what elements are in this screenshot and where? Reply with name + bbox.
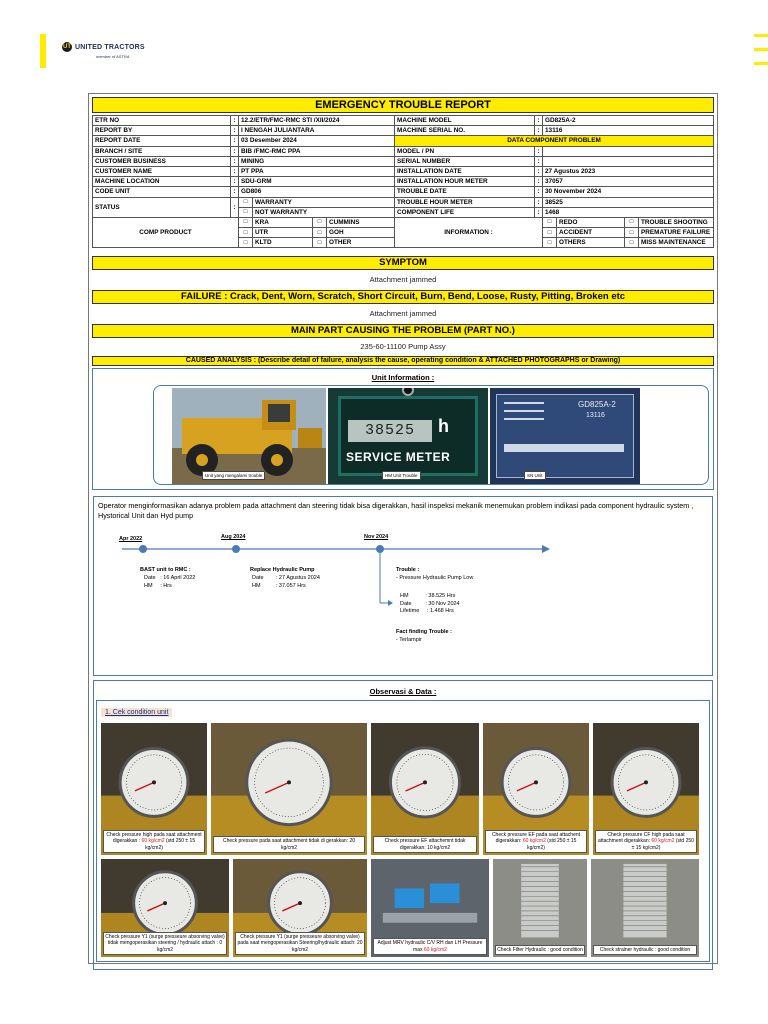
information-option: TROUBLE SHOOTING xyxy=(639,217,714,227)
info-label: CUSTOMER BUSINESS xyxy=(93,156,231,166)
checkbox-icon[interactable]: □ xyxy=(543,217,557,227)
timeline-event-details: HM : 38.525 Hrs Date : 30 Nov 2024 Lifetime : 1.468 Hrs xyxy=(400,593,460,615)
info-label: CODE UNIT xyxy=(93,187,231,197)
checkbox-icon[interactable]: □ xyxy=(313,228,327,238)
caption-text: Adjust MRV hydraulic C/V RH dan LH Pressure max xyxy=(377,940,483,953)
info-value: PT PPA xyxy=(239,166,395,176)
info-value xyxy=(543,156,714,166)
info-value: I NENGAH JULIANTARA xyxy=(239,126,395,136)
timeline-event-title: Trouble : xyxy=(396,567,420,574)
colon: : xyxy=(231,146,239,156)
observation-caption xyxy=(103,830,205,854)
colon: : xyxy=(231,177,239,187)
colon: : xyxy=(535,166,543,176)
info-value: 03 Desember 2024 xyxy=(239,136,395,146)
photo-caption: SN Unit xyxy=(524,471,546,480)
info-value: 38525 xyxy=(543,197,714,207)
info-label: MACHINE SERIAL NO. xyxy=(395,126,535,136)
comp-product-option: UTR xyxy=(253,228,313,238)
information-label: INFORMATION : xyxy=(395,217,543,248)
report-title: EMERGENCY TROUBLE REPORT xyxy=(92,97,714,113)
logo-text: UNITED TRACTORS xyxy=(75,43,145,51)
header-stripe xyxy=(754,34,768,37)
info-label: MODEL / PN xyxy=(395,146,535,156)
caused-analysis-title: CAUSED ANALYSIS : (Describe detail of failure, analysis the cause, operating condition & ATTACHED PHOTOGRAPHS or Drawing) xyxy=(92,356,714,366)
observation-photo xyxy=(593,723,699,855)
header-stripe xyxy=(754,62,768,65)
comp-product-label: COMP PRODUCT xyxy=(93,217,239,248)
observation-box xyxy=(93,680,713,970)
checkbox-icon[interactable]: □ xyxy=(625,228,639,238)
information-option: ACCIDENT xyxy=(557,228,625,238)
checkbox-icon[interactable]: □ xyxy=(239,217,253,227)
caption-highlight: 60 kg/cm2 xyxy=(651,838,675,845)
analysis-description-box xyxy=(93,496,713,676)
analysis-description: Operator menginformasikan adanya problem pada attachment dan steering tidak bisa digerakkan, hasil inspeksi mekanik menemukan problem indikasi pada component hydraulic system , Hystorical Unit dan Hyd pump xyxy=(98,501,694,521)
info-value: 27 Agustus 2023 xyxy=(543,166,714,176)
colon: : xyxy=(231,126,239,136)
meter-knob-icon xyxy=(402,388,414,396)
info-label: ETR NO xyxy=(93,116,231,126)
checkbox-icon[interactable]: □ xyxy=(543,238,557,248)
info-label: INSTALLATION HOUR METER xyxy=(395,177,535,187)
caption-text: Check pressure Y1 (surge presseure absorving valve) pada saat mengoperasikan Steering/hydraulic attach: 20 kg/cm2 xyxy=(237,933,363,953)
status-option: NOT WARRANTY xyxy=(253,207,395,217)
header-accent-bar xyxy=(40,34,46,68)
checkbox-icon[interactable]: □ xyxy=(543,228,557,238)
info-value: 30 November 2024 xyxy=(543,187,714,197)
caption-tail: (std 250 ± 15 kg/cm2) xyxy=(145,838,196,851)
unit-photo-grader xyxy=(172,388,326,484)
caption-text: Check pressure CF high pada saat attachment digerakkan: xyxy=(598,831,685,845)
unit-information-section xyxy=(92,368,714,490)
colon: : xyxy=(231,197,239,217)
caption-text: Check Filter Hydraulic : good condition xyxy=(497,946,583,953)
caption-text: Check pressure high pada saat attachment digerakkan : xyxy=(106,831,202,845)
observation-title: Observasi & Data : xyxy=(369,687,437,697)
condition-subsection xyxy=(96,700,710,962)
meter-digits: 38525 xyxy=(348,420,432,442)
observation-caption xyxy=(213,836,365,853)
main-part-title: MAIN PART CAUSING THE PROBLEM (PART NO.) xyxy=(92,324,714,338)
info-value: 37057 xyxy=(543,177,714,187)
observation-caption xyxy=(103,932,227,956)
caption-text: Check pressure pada saat attachment tidak di gerakkan: 20 kg/cm2 xyxy=(222,838,356,851)
timeline-event-body: - Pressure Hydraulic Pump Low xyxy=(396,575,474,582)
unit-photo-serial-plate xyxy=(490,388,640,484)
observation-caption xyxy=(235,932,365,956)
info-label: REPORT DATE xyxy=(93,136,231,146)
info-value: GD825A-2 xyxy=(543,116,714,126)
colon: : xyxy=(535,197,543,207)
colon: : xyxy=(231,156,239,166)
checkbox-icon[interactable]: □ xyxy=(239,238,253,248)
info-value: GD806 xyxy=(239,187,395,197)
plate-model: GD825A-2 xyxy=(578,400,616,410)
timeline-event-title: Replace Hydraulic Pump xyxy=(250,567,315,574)
status-option: WARRANTY xyxy=(253,197,395,207)
header-stripe xyxy=(754,48,768,51)
caption-tail: (std 250 ± 15 kg/cm2) xyxy=(631,838,694,851)
info-label: BRANCH / SITE xyxy=(93,146,231,156)
timeline-date: Aug 2024 xyxy=(221,534,246,541)
colon: : xyxy=(231,166,239,176)
observation-photo xyxy=(211,723,367,855)
colon: : xyxy=(231,136,239,146)
info-label: COMPONENT LIFE xyxy=(395,207,535,217)
info-value: 13116 xyxy=(543,126,714,136)
info-label: TROUBLE HOUR METER xyxy=(395,197,535,207)
symptom-text: Attachment jammed xyxy=(369,275,437,285)
observation-photo xyxy=(233,859,367,957)
info-label: MACHINE LOCATION xyxy=(93,177,231,187)
failure-title: FAILURE : Crack, Dent, Worn, Scratch, Short Circuit, Burn, Bend, Loose, Rusty, Pitting, Broken etc xyxy=(92,290,714,304)
info-value: 1468 xyxy=(543,207,714,217)
main-part-text: 235-60-11100 Pump Assy xyxy=(360,342,446,352)
info-value: SDU-GRM xyxy=(239,177,395,187)
plate-serial: 13116 xyxy=(586,412,605,420)
comp-product-option: CUMMINS xyxy=(327,217,395,227)
info-label: INSTALLATION DATE xyxy=(395,166,535,176)
information-option: PREMATURE FAILURE xyxy=(639,228,714,238)
fact-finding-title: Fact finding Trouble : xyxy=(396,629,452,636)
comp-product-option: KLTD xyxy=(253,238,313,248)
logo-subtitle: member of ASTRA xyxy=(96,54,130,59)
timeline-event-title: BAST unit to RMC : xyxy=(140,567,191,574)
unit-information-title: Unit Information : xyxy=(371,373,435,383)
report-info-table xyxy=(92,115,714,248)
observation-caption xyxy=(373,938,487,955)
condition-section-label: 1. Cek condition unit xyxy=(101,708,172,717)
colon: : xyxy=(535,116,543,126)
caption-text: Check strainer hydraulic : good condition xyxy=(599,946,691,953)
colon: : xyxy=(535,207,543,217)
checkbox-icon[interactable]: □ xyxy=(625,238,639,248)
information-option: REDO xyxy=(557,217,625,227)
colon: : xyxy=(231,116,239,126)
observation-photo xyxy=(483,723,589,855)
observation-photo xyxy=(371,859,489,957)
meter-label: SERVICE METER xyxy=(346,450,451,465)
timeline-event-body: Date : 27 Agustus 2024 HM : 37.057 Hrs xyxy=(252,575,320,589)
colon: : xyxy=(535,187,543,197)
info-label: REPORT BY xyxy=(93,126,231,136)
observation-photo xyxy=(493,859,587,957)
observation-caption xyxy=(595,830,697,854)
colon: : xyxy=(535,177,543,187)
timeline-date: Nov 2024 xyxy=(364,534,389,541)
comp-product-option: KRA xyxy=(253,217,313,227)
unit-photo-band xyxy=(153,385,709,485)
fact-finding-body: - Terlampir xyxy=(396,637,422,644)
observation-caption xyxy=(485,830,587,854)
symptom-title: SYMPTOM xyxy=(92,256,714,270)
caption-highlight: 60 kg/cm2 xyxy=(423,946,447,953)
caption-highlight: 60 kg/cm2 xyxy=(141,838,165,845)
info-value: 12.2/ETR/FMC-RMC STI /XII/2024 xyxy=(239,116,395,126)
timeline-event-body: Date : 16 April 2022 HM : Hrs xyxy=(144,575,196,589)
data-component-problem-header: DATA COMPONENT PROBLEM xyxy=(395,136,714,146)
information-option: MISS MAINTENANCE xyxy=(639,238,714,248)
report-document xyxy=(88,93,718,964)
timeline-date: Apr 2022 xyxy=(119,536,143,543)
caption-highlight: 60 kg/cm2 xyxy=(522,838,546,845)
info-label: TROUBLE DATE xyxy=(395,187,535,197)
colon: : xyxy=(535,146,543,156)
status-label: STATUS xyxy=(93,197,231,217)
observation-photo xyxy=(101,859,229,957)
observation-caption xyxy=(593,945,697,956)
info-value: MINING xyxy=(239,156,395,166)
caption-text: Check pressure EF attachemnt tidak digerakkan: 10 kg/cm2 xyxy=(384,838,466,851)
info-label: CUSTOMER NAME xyxy=(93,166,231,176)
photo-caption: Unit yang mengalami trouble xyxy=(202,471,265,480)
checkbox-icon[interactable]: □ xyxy=(239,228,253,238)
caption-text: Check pressure EF pada saat attachent digerakkan: xyxy=(491,831,581,845)
info-label: MACHINE MODEL xyxy=(395,116,535,126)
checkbox-icon[interactable]: □ xyxy=(239,197,253,207)
comp-product-option: GOH xyxy=(327,228,395,238)
photo-caption: HM Unit Trouble xyxy=(382,471,421,480)
info-value xyxy=(543,146,714,156)
checkbox-icon[interactable]: □ xyxy=(313,238,327,248)
failure-text: Attachment jammed xyxy=(369,309,437,319)
checkbox-icon[interactable]: □ xyxy=(239,207,253,217)
colon: : xyxy=(535,126,543,136)
information-option: OTHERS xyxy=(557,238,625,248)
colon: : xyxy=(535,156,543,166)
info-label: SERIAL NUMBER xyxy=(395,156,535,166)
caption-text: Check pressure Y1 (surge presseure absorving valve) tidak mengoperasikan steering / hydraulic attach : 0 kg/cm2 xyxy=(105,933,225,953)
observation-caption xyxy=(373,836,477,853)
observation-photo xyxy=(591,859,699,957)
checkbox-icon[interactable]: □ xyxy=(625,217,639,227)
caption-tail: (std 250 ± 15 kg/cm2) xyxy=(527,838,577,851)
checkbox-icon[interactable]: □ xyxy=(313,217,327,227)
comp-product-option: OTHER xyxy=(327,238,395,248)
observation-caption xyxy=(495,945,585,956)
observation-photo xyxy=(371,723,479,855)
logo-badge-icon: UT xyxy=(63,44,71,50)
observation-photo xyxy=(101,723,207,855)
meter-unit: h xyxy=(438,416,449,437)
info-value: BIB /FMC-RMC PPA xyxy=(239,146,395,156)
colon: : xyxy=(231,187,239,197)
company-logo xyxy=(62,42,145,52)
unit-photo-service-meter xyxy=(328,388,488,484)
